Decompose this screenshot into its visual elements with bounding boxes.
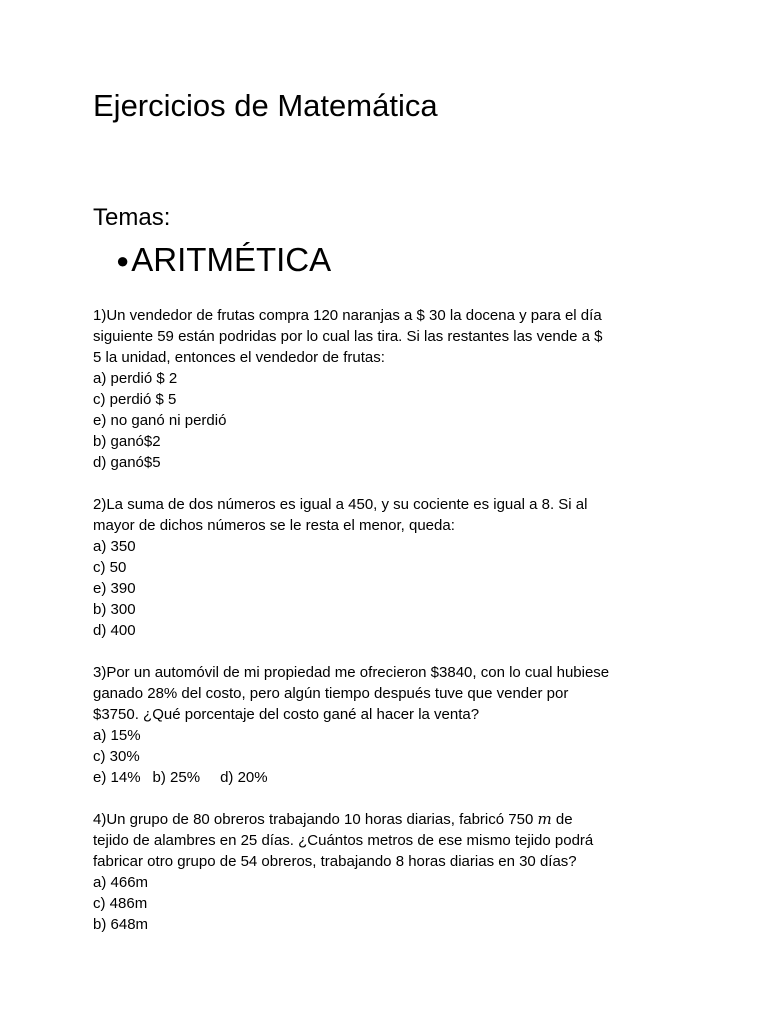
temas-label: Temas: xyxy=(93,204,171,231)
answer-option: a) 466m xyxy=(93,874,149,891)
exercise-3 xyxy=(93,662,693,788)
exercise-2 xyxy=(93,494,693,641)
question-line: ganado 28% del costo, pero algún tiempo después tuve que vender por xyxy=(93,685,569,702)
question-line xyxy=(93,809,693,830)
answer-option: b) 25% xyxy=(152,769,201,786)
exercise-4 xyxy=(93,809,693,935)
answer-option: a) 15% xyxy=(93,727,141,744)
answer-option: c) 30% xyxy=(93,748,140,765)
answer-option: e) 390 xyxy=(93,580,136,597)
answer-option: e) 14% xyxy=(93,769,141,786)
answer-option: a) 350 xyxy=(93,538,136,555)
answer-option: b) 648m xyxy=(93,916,149,933)
question-line: 1)Un vendedor de frutas compra 120 naranjas a $ 30 la docena y para el día xyxy=(93,307,602,324)
question-line: mayor de dichos números se le resta el menor, queda: xyxy=(93,517,455,534)
unit-symbol: m xyxy=(537,810,552,828)
answer-option: b) ganó$2 xyxy=(93,433,161,450)
question-line: 2)La suma de dos números es igual a 450, y su cociente es igual a 8. Si al xyxy=(93,496,588,513)
question-line: tejido de alambres en 25 días. ¿Cuántos metros de ese mismo tejido podrá xyxy=(93,832,594,849)
question-line: 3)Por un automóvil de mi propiedad me ofrecieron $3840, con lo cual hubiese xyxy=(93,664,610,681)
question-line: siguiente 59 están podridas por lo cual las tira. Si las restantes las vende a $ xyxy=(93,328,603,345)
answer-option: c) perdió $ 5 xyxy=(93,391,177,408)
question-line: 5 la unidad, entonces el vendedor de frutas: xyxy=(93,349,385,366)
answer-option: b) 300 xyxy=(93,601,136,618)
question-text: de xyxy=(551,811,573,828)
answer-option: d) ganó$5 xyxy=(93,454,161,471)
topic-label: ARITMÉTICA xyxy=(131,241,332,278)
page-title: Ejercicios de Matemática xyxy=(93,88,438,123)
answer-options-row xyxy=(93,767,693,788)
answer-option: e) no ganó ni perdió xyxy=(93,412,227,429)
answer-option: c) 50 xyxy=(93,559,127,576)
exercise-1 xyxy=(93,305,693,473)
question-text: 4)Un grupo de 80 obreros trabajando 10 horas diarias, fabricó 750 xyxy=(93,811,538,828)
answer-option: c) 486m xyxy=(93,895,148,912)
topic-list-item xyxy=(116,238,331,282)
question-line: fabricar otro grupo de 54 obreros, trabajando 8 horas diarias en 30 días? xyxy=(93,853,577,870)
answer-option: a) perdió $ 2 xyxy=(93,370,178,387)
exercise-list xyxy=(93,305,693,956)
answer-option: d) 20% xyxy=(220,769,268,786)
question-line: $3750. ¿Qué porcentaje del costo gané al hacer la venta? xyxy=(93,706,480,723)
bullet-icon: ● xyxy=(116,248,130,273)
answer-option: d) 400 xyxy=(93,622,136,639)
